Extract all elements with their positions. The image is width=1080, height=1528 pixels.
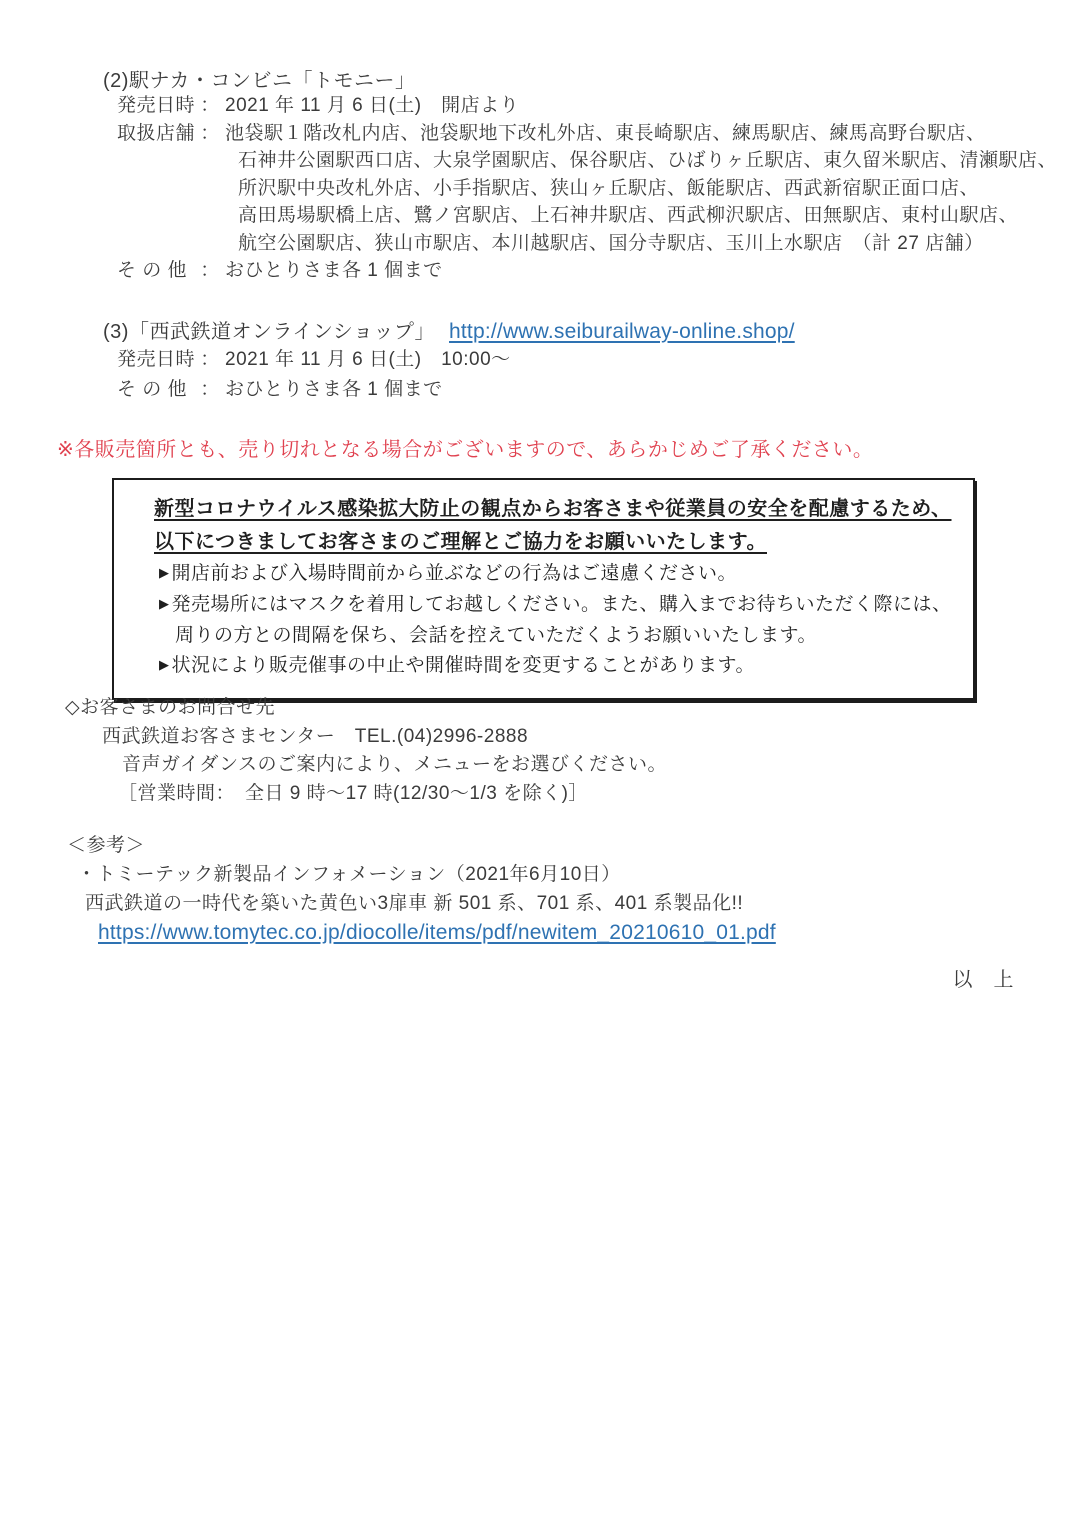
stores-line: 航空公園駅店、狭山市駅店、本川越駅店、国分寺駅店、玉川上水駅店 （計 27 店舗） xyxy=(238,232,984,254)
covid-bullet-item xyxy=(159,559,955,590)
triangle-bullet-icon: ▶ xyxy=(159,657,170,672)
release-date-label: 発売日時 xyxy=(117,349,196,370)
online-release-row xyxy=(117,345,511,375)
triangle-bullet-icon: ▶ xyxy=(159,596,170,611)
reference-line-1: ・トミーテック新製品インフォメーション（2021年6月10日） xyxy=(77,864,621,885)
covid-item-text: 発売場所にはマスクを着用してお越しください。また、購入までお待ちいただく際には、 xyxy=(171,594,952,615)
tomony-stores-row xyxy=(117,120,1057,258)
triangle-bullet-icon: ▶ xyxy=(159,565,170,580)
release-date-value: 2021 年 11 月 6 日(土) 開店より xyxy=(225,95,520,116)
covid-item-text: 周りの方との間隔を保ち、会話を控えていただくようお願いいたします。 xyxy=(175,625,817,646)
reference-heading: ＜参考＞ xyxy=(67,835,146,856)
release-date-label: 発売日時 xyxy=(117,95,196,116)
contact-guidance-line: 音声ガイダンスのご案内により、メニューをお選びください。 xyxy=(122,754,668,775)
stores-line: 池袋駅１階改札内店、池袋駅地下改札外店、東長崎駅店、練馬駅店、練馬高野台駅店、 xyxy=(225,122,986,144)
covid-bullet-item xyxy=(159,651,955,682)
contact-hours-line: ［営業時間： 全日 9 時～17 時(12/30～1/3 を除く)］ xyxy=(118,782,588,804)
reference-line-2: 西武鉄道の一時代を築いた黄色い3扉車 新 501 系、701 系、401 系製品化!! xyxy=(85,893,744,914)
other-value: おひとりさま各 1 個まで xyxy=(225,260,443,281)
soldout-notice: ※各販売箇所とも、売り切れとなる場合がございますので、あらかじめご了承ください。 xyxy=(57,439,874,461)
stores-line: 石神井公園駅西口店、大泉学園駅店、保谷駅店、ひばりヶ丘駅店、東久留米駅店、清瀬駅店、 xyxy=(238,150,1058,171)
other-value: おひとりさま各 1 個まで xyxy=(225,379,443,400)
section-tomony-heading: (2)駅ナカ・コンビニ「トモニー」 xyxy=(103,70,416,92)
colon-separator: ： xyxy=(200,349,220,370)
release-date-value: 2021 年 11 月 6 日(土) 10:00～ xyxy=(225,349,511,370)
contact-center-line: 西武鉄道お客さまセンター TEL.(04)2996-2888 xyxy=(102,725,529,747)
colon-separator: ： xyxy=(200,95,220,116)
section-tomony-rows xyxy=(117,92,1057,285)
other-label: そ の 他 xyxy=(117,260,188,281)
section-online-rows xyxy=(117,345,511,405)
reference-link-line xyxy=(98,918,776,947)
colon-separator: ： xyxy=(200,122,220,144)
contact-block xyxy=(65,694,667,808)
stores-line: 高田馬場駅橋上店、鷺ノ宮駅店、上石神井駅店、西武柳沢駅店、田無駅店、東村山駅店、 xyxy=(238,205,1019,226)
colon-separator: ： xyxy=(200,260,220,281)
covid-bullet-item xyxy=(159,590,955,621)
other-label: そ の 他 xyxy=(117,379,188,400)
tomytec-pdf-link[interactable]: https://www.tomytec.co.jp/diocolle/items/pdf/newitem_20210610_01.pdf xyxy=(98,921,776,944)
covid-item-text: 開店前および入場時間前から並ぶなどの行為はご遠慮ください。 xyxy=(171,563,738,584)
covid-notice-box xyxy=(112,478,975,700)
tomony-release-row xyxy=(117,92,1057,120)
online-shop-link[interactable]: http://www.seiburailway-online.shop/ xyxy=(449,320,795,343)
covid-item-text: 状況により販売催事の中止や開催時間を変更することがあります。 xyxy=(171,655,755,676)
section-online-heading: (3)「西武鉄道オンラインショップ」 xyxy=(103,321,435,343)
covid-bullet-item-continuation xyxy=(175,621,955,651)
section-online-heading-line xyxy=(103,315,795,344)
covid-headline-2: 以下につきましてお客さまのご理解とご協力をお願いいたします。 xyxy=(154,531,767,553)
online-other-row xyxy=(117,375,511,405)
contact-heading: ◇お客さまのお問合せ先 xyxy=(65,697,276,718)
closing-mark: 以 上 xyxy=(952,969,1014,991)
stores-label: 取扱店舗 xyxy=(117,122,196,144)
covid-headline-1: 新型コロナウイルス感染拡大防止の観点からお客さまや従業員の安全を配慮するため、 xyxy=(154,498,952,520)
colon-separator: ： xyxy=(200,379,220,400)
stores-line: 所沢駅中央改札外店、小手指駅店、狭山ヶ丘駅店、飯能駅店、西武新宿駅正面口店、 xyxy=(238,177,980,199)
tomony-other-row xyxy=(117,257,1057,285)
reference-block xyxy=(67,831,776,947)
stores-list xyxy=(225,120,1057,258)
